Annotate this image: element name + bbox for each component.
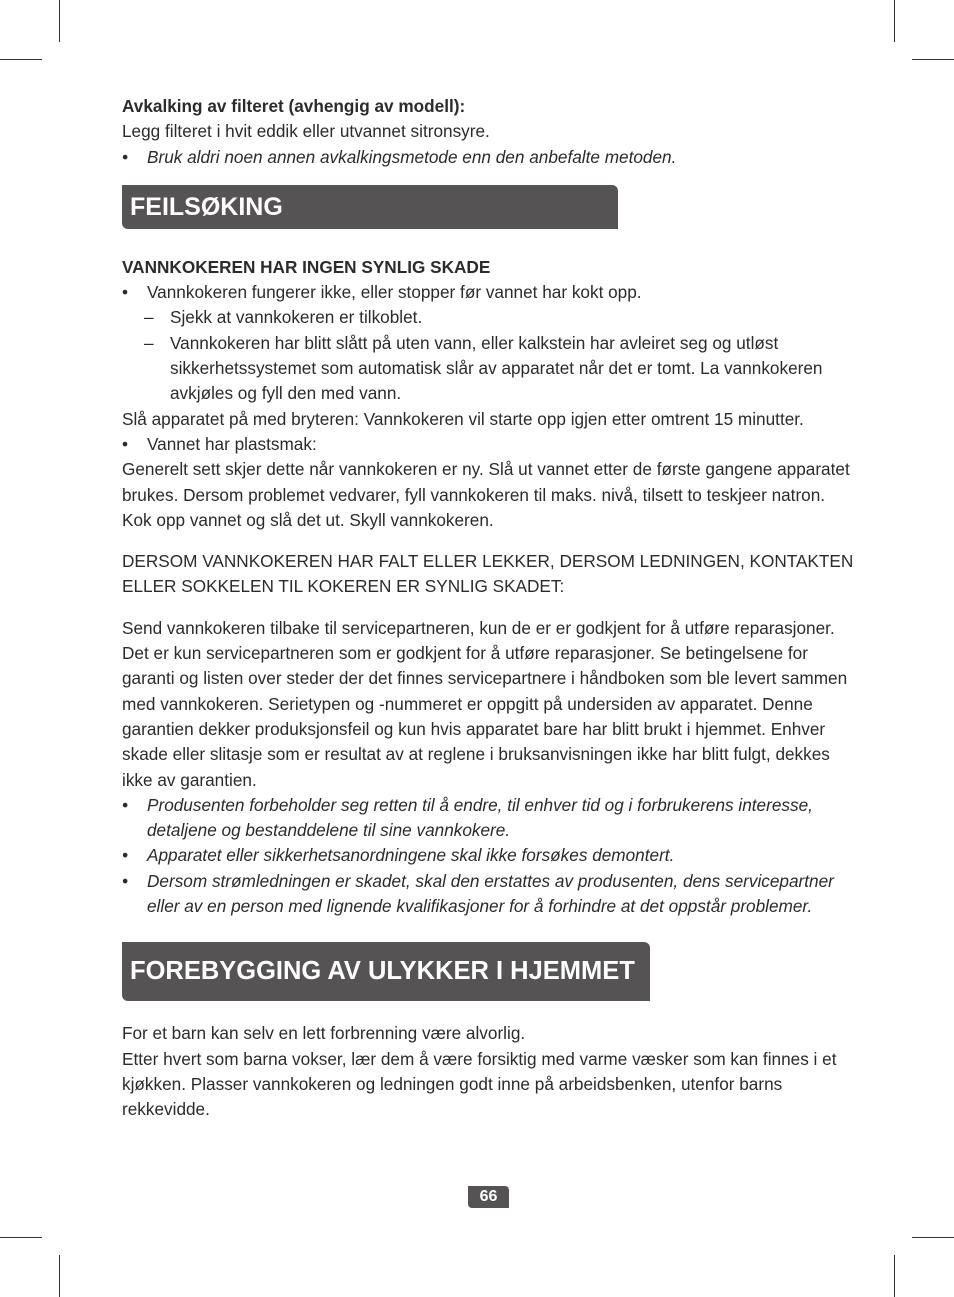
paragraph: Slå apparatet på med bryteren: Vannkokeren vil starte opp igjen etter omtrent 15 minutter.	[122, 408, 804, 429]
crop-mark	[0, 59, 42, 60]
crop-mark	[0, 1237, 42, 1238]
service-text: Send vannkokeren tilbake til servicepartneren, kun de er er godkjent for å utføre reparasjoner. Det er kun servicepartneren som er godkjent for å utføre reparasjoner. Se betingelsene for garanti og listen over steder der det finnes servicepartnere i håndboken som ble levert sammen med vannkokeren. Serietypen og -nummeret er oppgitt på undersiden av apparatet. Denne garantien dekker produksjonsfeil og kun hvis apparatet bare har blitt brukt i hjemmet. Enhver skade eller slitasje som er resultat av at reglene i bruksanvisningen ikke har blitt fulgt, dekkes ikke av garantien.	[122, 617, 848, 790]
crop-mark	[59, 0, 60, 42]
section-heading-prevention: FOREBYGGING AV ULYKKER I HJEMMET	[122, 942, 650, 1001]
troubleshooting-subtitle: VANNKOKEREN HAR INGEN SYNLIG SKADE	[122, 256, 491, 277]
note-item: • Produsenten forbeholder seg retten til å endre, til enhver tid og i forbrukerens interesse, detaljene og bestanddelene til sine vannkokere.	[122, 793, 857, 844]
paragraph: For et barn kan selv en lett forbrenning være alvorlig.	[122, 1023, 526, 1044]
descaling-bullet: • Bruk aldri noen annen avkalkingsmetode enn den anbefalte metoden.	[122, 145, 857, 170]
crop-mark	[912, 1237, 954, 1238]
crop-mark	[59, 1255, 60, 1297]
note-item: • Apparatet eller sikkerhetsanordningene skal ikke forsøkes demontert.	[122, 843, 857, 868]
section-heading-troubleshooting: FEILSØKING	[122, 185, 618, 229]
list-item: • Vannet har plastsmak:	[122, 432, 857, 457]
page-number: 66	[468, 1186, 509, 1208]
crop-mark	[894, 1255, 895, 1297]
crop-mark	[912, 59, 954, 60]
list-item: – Sjekk at vannkokeren er tilkoblet.	[122, 305, 857, 330]
crop-mark	[894, 0, 895, 42]
paragraph: Generelt sett skjer dette når vannkokeren er ny. Slå ut vannet etter de første gangene apparatet brukes. Dersom problemet vedvarer, fyll vannkokeren til maks. nivå, tilsett to teskjeer natron. Kok opp vannet og slå det ut. Skyll vannkokeren.	[122, 459, 850, 530]
list-item: – Vannkokeren har blitt slått på uten vann, eller kalkstein har avleiret seg og utløst sikkerhetssystemet som automatisk slår av apparatet når det er tomt. La vannkokeren avkjøles og fyll den med vann.	[122, 331, 857, 407]
note-item: • Dersom strømledningen er skadet, skal den erstattes av produsenten, dens servicepartner eller av en person med lignende kvalifikasjoner for å forhindre at det oppstår problemer.	[122, 869, 857, 920]
descaling-text: Legg filteret i hvit eddik eller utvannet sitronsyre.	[122, 121, 490, 142]
paragraph: Etter hvert som barna vokser, lær dem å være forsiktig med varme væsker som kan finnes i et kjøkken. Plasser vannkokeren og ledningen godt inne på arbeidsbenken, utenfor barns rekkevidde.	[122, 1048, 837, 1120]
list-item: • Vannkokeren fungerer ikke, eller stopper før vannet har kokt opp.	[122, 280, 857, 305]
damaged-title: DERSOM VANNKOKEREN HAR FALT ELLER LEKKER, DERSOM LEDNINGEN, KONTAKTEN ELLER SOKKELEN TIL KOKEREN ER SYNLIG SKADET:	[122, 551, 854, 597]
descaling-title: Avkalking av filteret (avhengig av modell):	[122, 96, 466, 116]
page-content	[122, 94, 857, 1123]
